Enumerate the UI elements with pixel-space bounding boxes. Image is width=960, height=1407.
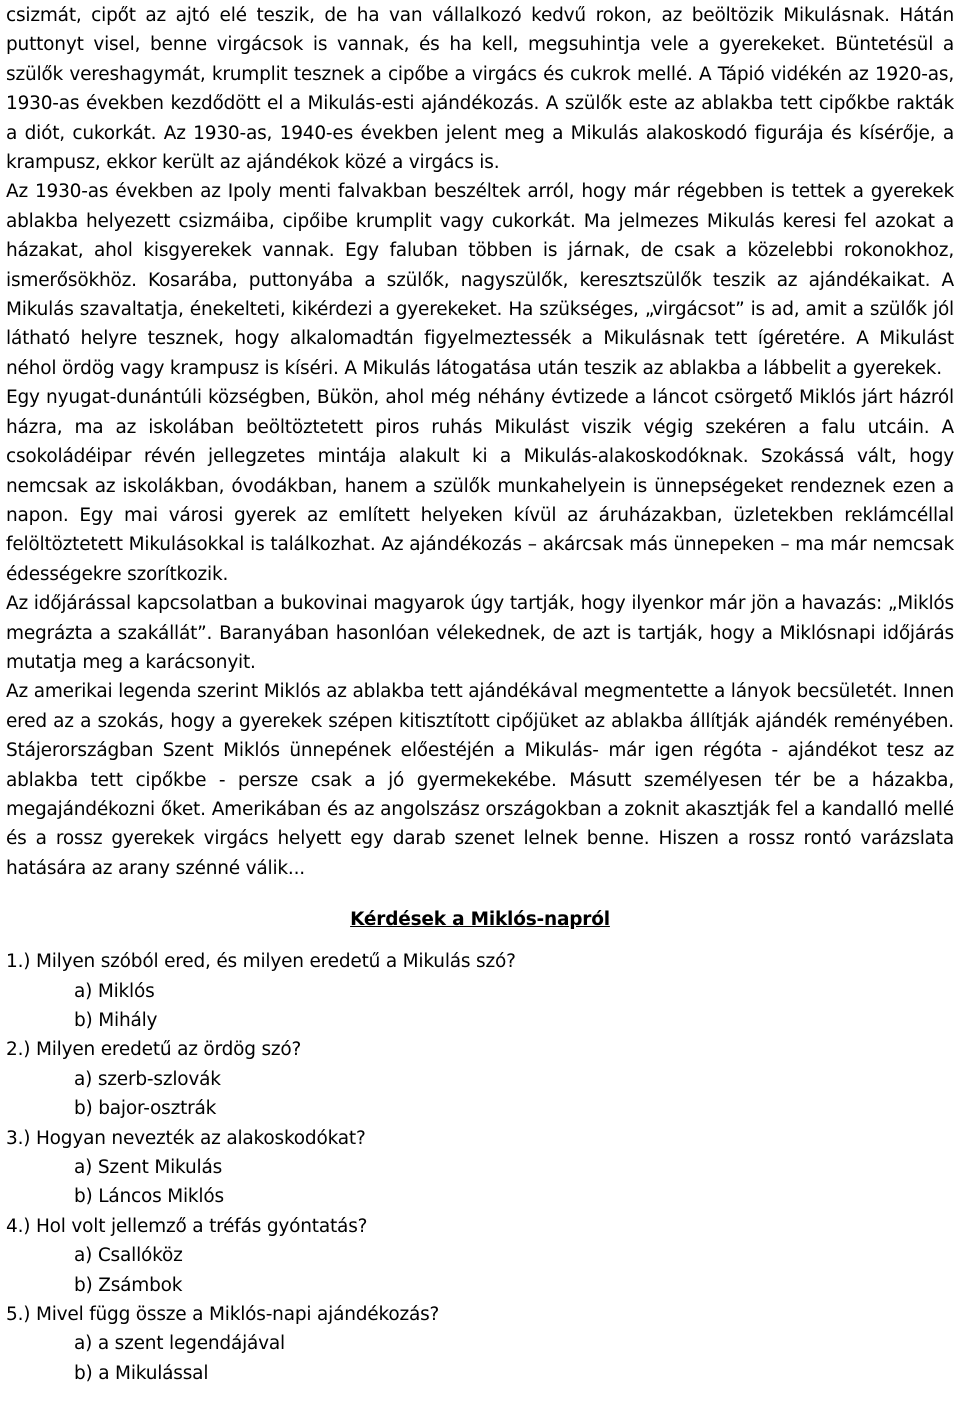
quiz-questions bbox=[6, 947, 954, 1388]
answer-options bbox=[6, 977, 954, 1036]
paragraph-gift-traditions: csizmát, cipőt az ajtó elé teszik, de ha van vállalkozó kedvű rokon, az beöltözik Mikulásnak. Hátán puttonyt visel, benne virgácsok is vannak, és ha kell, megsuhintja vele a gyerekeket. Büntetésül a szülők vereshagymát, krumplit tesznek a cipőbe a virgács és cukrok mellé. A Tápió vidékén az 1920-as, 1930-as években kezdődött el a Mikulás-esti ajándékozás. A szülők este az ablakba tett cipőkbe rakták a diót, cukorkát. Az 1930-as, 1940-es években jelent meg a Mikulás alakoskodó figurája és kísérője, a krampusz, ekkor került az ajándékok közé a virgács is. bbox=[6, 5, 954, 174]
quiz-question-3 bbox=[6, 1124, 954, 1212]
quiz-question-2 bbox=[6, 1035, 954, 1123]
quiz-question-1 bbox=[6, 947, 954, 1035]
question-text: 2.) Milyen eredetű az ördög szó? bbox=[6, 1039, 302, 1061]
answer-option-b: b) Mihály bbox=[74, 1010, 158, 1031]
answer-option-b: b) Láncos Miklós bbox=[74, 1186, 224, 1208]
quiz-question-4 bbox=[6, 1212, 954, 1300]
answer-option-b: b) a Mikulással bbox=[74, 1362, 209, 1384]
paragraph-ipoly-region: Az 1930-as években az Ipoly menti falvakban beszéltek arról, hogy már régebben is tettek a gyerekek ablakba helyezett csizmáiba, cipőibe krumplit vagy cukorkát. Ma jelmezes Mikulás keresi fel azokat a házakat, ahol kisgyerekek vannak. Egy faluban többen is járnak, de csak a közelebbi rokonokhoz, ismerősökhöz. Kosarába, puttonyába a szülők, nagyszülők, keresztszülők teszik az ajándékaikat. A Mikulás szavaltatja, énekelteti, kikérdezi a gyerekeket. Ha szükséges, „virgácsot” is ad, amit a szülők jól látható helyre tesznek, hogy alkalomadtán figyelmeztessék a Mikulásnak tett ígéretére. A Mikulást néhol ördög vagy krampusz is kíséri. A Mikulás látogatása után teszik az ablakba a lábbelit a gyerekek. bbox=[6, 181, 954, 379]
question-text: 3.) Hogyan nevezték az alakoskodókat? bbox=[6, 1127, 366, 1149]
answer-options bbox=[6, 1153, 954, 1212]
answer-options bbox=[6, 1329, 954, 1388]
question-text: 4.) Hol volt jellemző a tréfás gyóntatás? bbox=[6, 1215, 368, 1237]
article-body bbox=[6, 0, 954, 883]
answer-option-b: b) bajor-osztrák bbox=[74, 1098, 217, 1120]
paragraph-west-transdanubia: Egy nyugat-dunántúli községben, Bükön, ahol még néhány évtizede a láncot csörgető Miklós járt házról házra, ma az iskolában beöltöztetett piros ruhás Mikulást viszik végig szekéren a falu utcáin. A csokoládéipar révén jellegzetes mintája alakult ki a Mikulás-alakoskodóknak. Szokássá vált, hogy nemcsak az iskolákban, óvodákban, hanem a szülők munkahelyein is ünnepségeket rendeznek ezen a napon. Egy mai városi gyerek az említett helyeken kívül az áruházakban, üzletekben reklámcéllal felöltöztetett Mikulásokkal is találkozhat. Az ajándékozás – akárcsak más ünnepeken – ma már nemcsak édességekre szorítkozik. bbox=[6, 387, 954, 585]
answer-options bbox=[6, 1065, 954, 1124]
quiz-heading: Kérdések a Miklós-napról bbox=[350, 909, 610, 931]
answer-option-a: a) a szent legendájával bbox=[74, 1333, 285, 1355]
paragraph-weather-lore: Az időjárással kapcsolatban a bukovinai magyarok úgy tartják, hogy ilyenkor már jön a havazás: „Miklós megrázta a szakállát”. Baranyában hasonlóan vélekednek, de azt is tartják, hogy a Miklósnapi időjárás mutatja meg a karácsonyit. bbox=[6, 593, 954, 673]
question-text: 1.) Milyen szóból ered, és milyen eredetű a Mikulás szó? bbox=[6, 951, 516, 973]
answer-option-a: a) Szent Mikulás bbox=[74, 1157, 223, 1179]
question-text: 5.) Mivel függ össze a Miklós-napi ajándékozás? bbox=[6, 1304, 440, 1326]
answer-options bbox=[6, 1241, 954, 1300]
answer-option-a: a) szerb-szlovák bbox=[74, 1068, 221, 1090]
quiz-question-5 bbox=[6, 1300, 954, 1388]
answer-option-a: a) Csallóköz bbox=[74, 1245, 183, 1267]
paragraph-american-legend: Az amerikai legenda szerint Miklós az ablakba tett ajándékával megmentette a lányok becsületét. Innen ered az a szokás, hogy a gyerekek szépen kitisztított cipőjüket az ablakba állítják ajándék reményében. Stájerországban Szent Miklós ünnepének előestéjén a Mikulás- már igen régóta - ajándékot tesz az ablakba tett cipőkbe - persze csak a jó gyermekekébe. Másutt személyesen tér be a házakba, megajándékozni őket. Amerikában és az angolszász országokban a zoknit akasztják fel a kandalló mellé és a rossz gyerekek virgács helyett egy darab szenet lelnek benne. Hiszen a rossz rontó varázslata hatására az arany szénné válik... bbox=[6, 681, 954, 879]
answer-option-b: b) Zsámbok bbox=[74, 1274, 183, 1296]
answer-option-a: a) Miklós bbox=[74, 980, 155, 1002]
